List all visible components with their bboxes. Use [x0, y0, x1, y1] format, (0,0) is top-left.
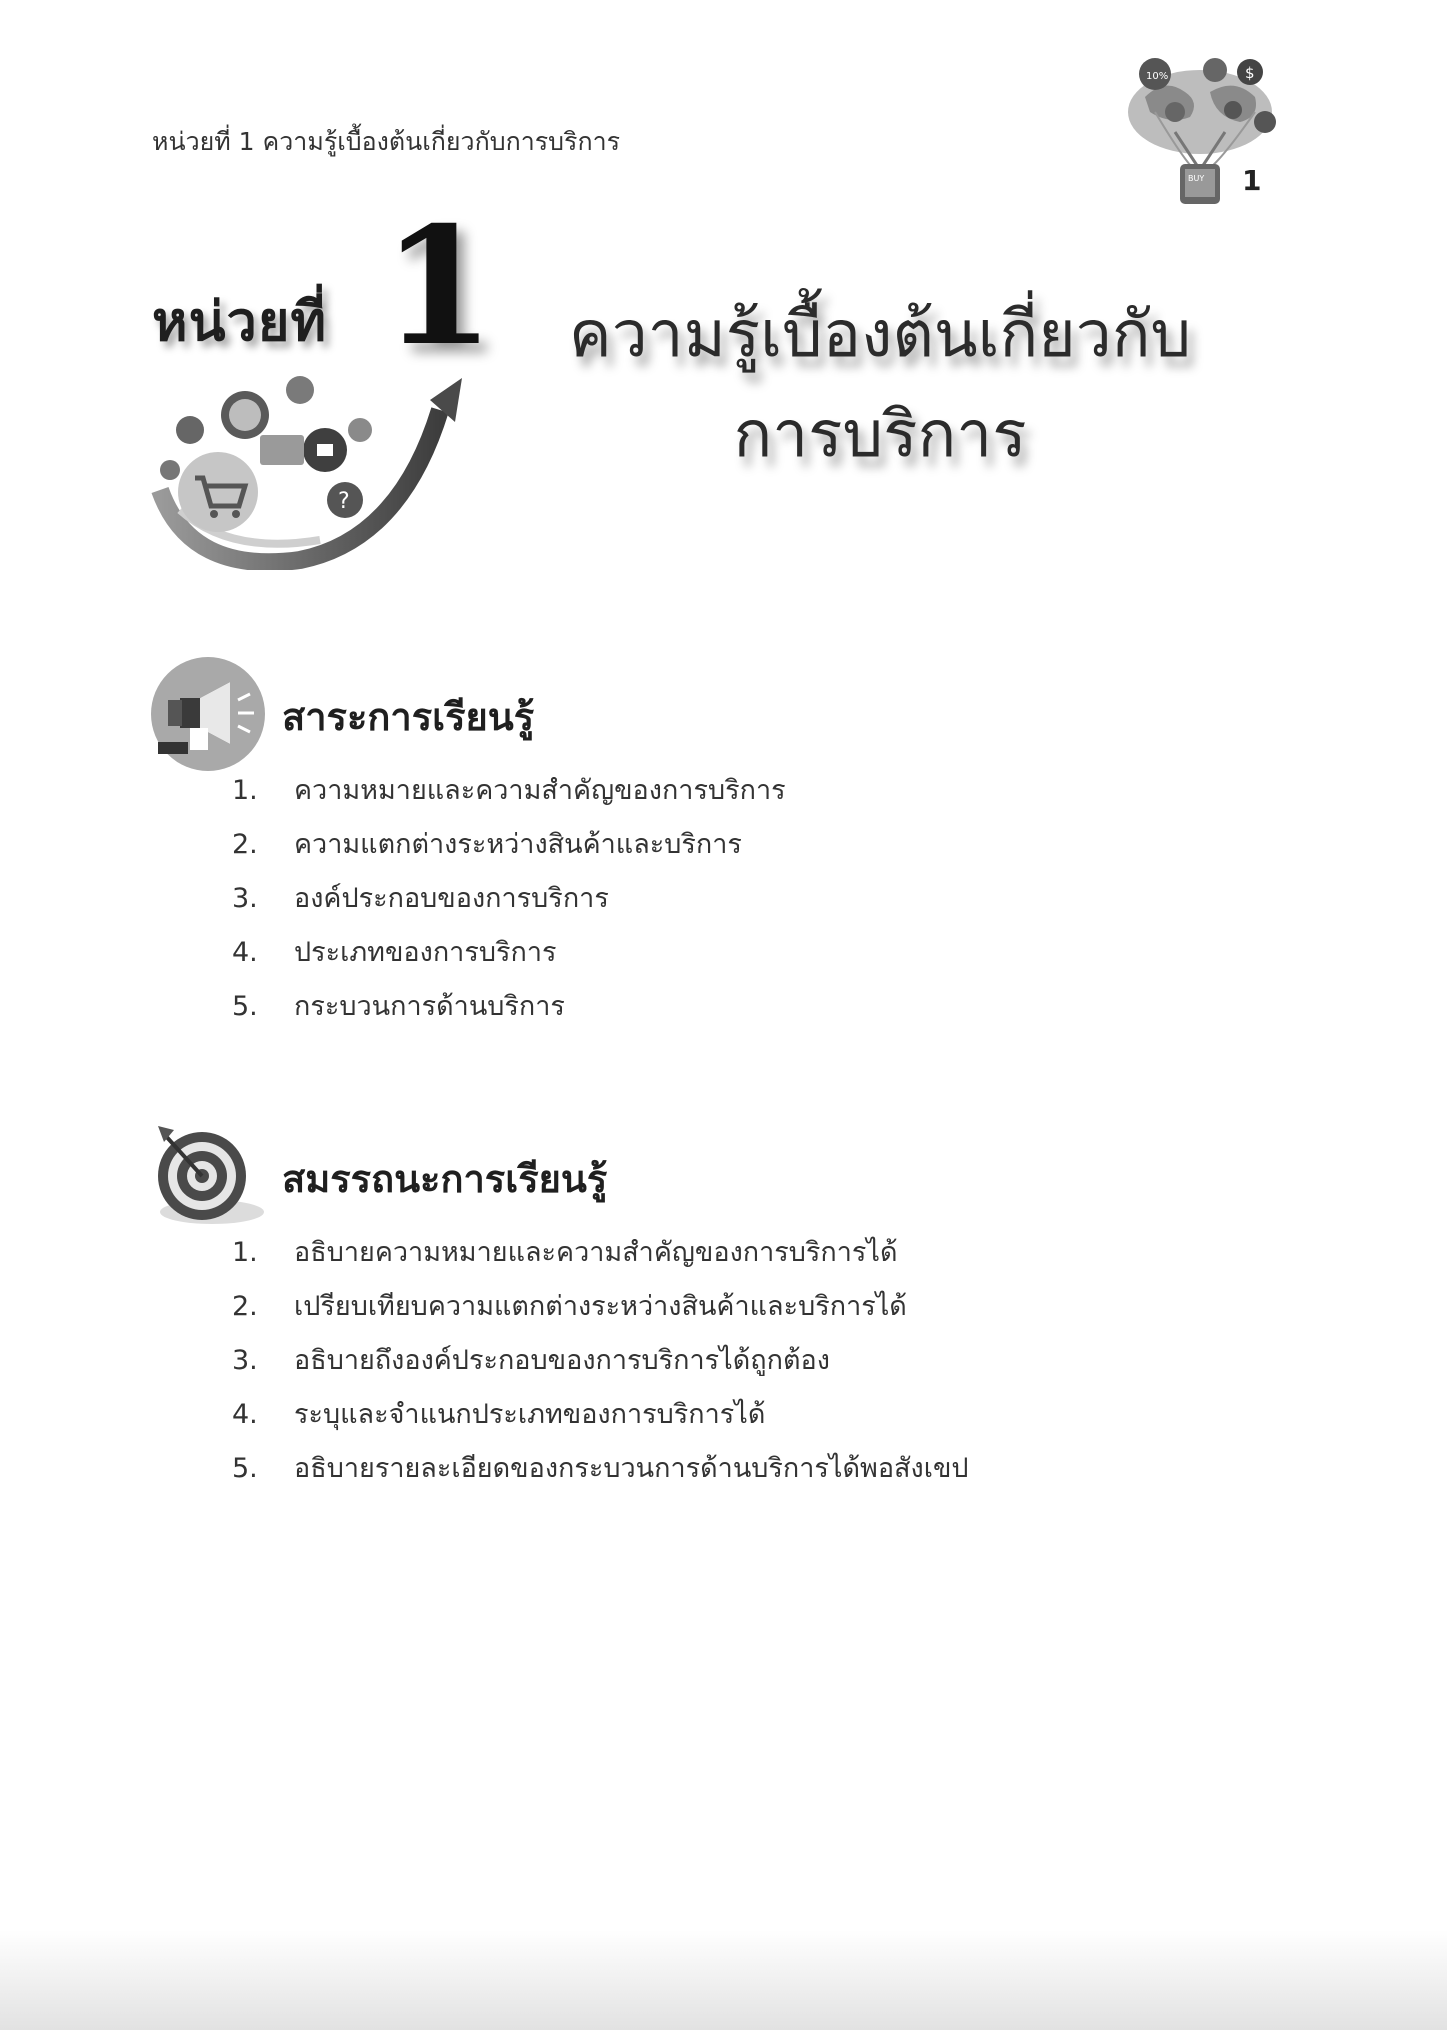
item-number: 5. — [232, 1453, 258, 1484]
item-text: ความแตกต่างระหว่างสินค้าและบริการ — [294, 829, 742, 860]
item-number: 2. — [232, 829, 258, 860]
list-item — [232, 980, 1332, 1034]
unit-title — [500, 285, 1260, 485]
unit-title-line-2: การบริการ — [733, 398, 1027, 472]
content-section-heading: สาระการเรียนรู้ — [282, 695, 535, 739]
list-item — [232, 1388, 1332, 1442]
unit-title-line-1: ความรู้เบื้องต้นเกี่ยวกับ — [568, 298, 1192, 372]
corner-art-buy-text: BUY — [1188, 174, 1205, 183]
megaphone-icon — [150, 656, 270, 776]
item-number: 3. — [232, 1345, 258, 1376]
target-icon — [150, 1112, 270, 1232]
list-item — [232, 764, 1332, 818]
item-text: ประเภทของการบริการ — [294, 937, 557, 968]
running-header: หน่วยที่ 1 ความรู้เบื้องต้นเกี่ยวกับการบริการ — [152, 127, 621, 156]
svg-text:$: $ — [1245, 64, 1255, 82]
svg-text:?: ? — [338, 489, 350, 514]
item-number: 4. — [232, 1399, 258, 1430]
list-item — [232, 872, 1332, 926]
list-item — [232, 1280, 1332, 1334]
item-text: เปรียบเทียบความแตกต่างระหว่างสินค้าและบริการได้ — [294, 1291, 907, 1322]
item-number: 3. — [232, 883, 258, 914]
item-text: อธิบายความหมายและความสำคัญของการบริการได้ — [294, 1237, 898, 1268]
item-number: 5. — [232, 991, 258, 1022]
corner-art-discount-text: 10% — [1146, 71, 1169, 82]
item-number: 1. — [232, 775, 258, 806]
item-number: 4. — [232, 937, 258, 968]
unit-label: หน่วยที่ — [152, 290, 328, 353]
competency-section-heading: สมรรถนะการเรียนรู้ — [282, 1157, 608, 1201]
item-number: 1. — [232, 1237, 258, 1268]
item-text: กระบวนการด้านบริการ — [294, 991, 565, 1022]
item-text: อธิบายถึงองค์ประกอบของการบริการได้ถูกต้อง — [294, 1345, 830, 1376]
footer-band — [0, 1930, 1447, 2030]
content-list — [232, 764, 1332, 1034]
list-item — [232, 1442, 1332, 1496]
list-item — [232, 1334, 1332, 1388]
item-text: องค์ประกอบของการบริการ — [294, 883, 609, 914]
list-item — [232, 926, 1332, 980]
page-number: 1 — [1242, 164, 1262, 197]
item-text: อธิบายรายละเอียดของกระบวนการด้านบริการได้พอสังเขป — [294, 1453, 969, 1484]
competency-list — [232, 1226, 1332, 1496]
item-text: ระบุและจำแนกประเภทของการบริการได้ — [294, 1399, 766, 1430]
list-item — [232, 818, 1332, 872]
list-item — [232, 1226, 1332, 1280]
item-number: 2. — [232, 1291, 258, 1322]
unit-number: 1 — [382, 192, 495, 382]
online-services-swirl-icon — [150, 360, 480, 570]
item-text: ความหมายและความสำคัญของการบริการ — [294, 775, 786, 806]
